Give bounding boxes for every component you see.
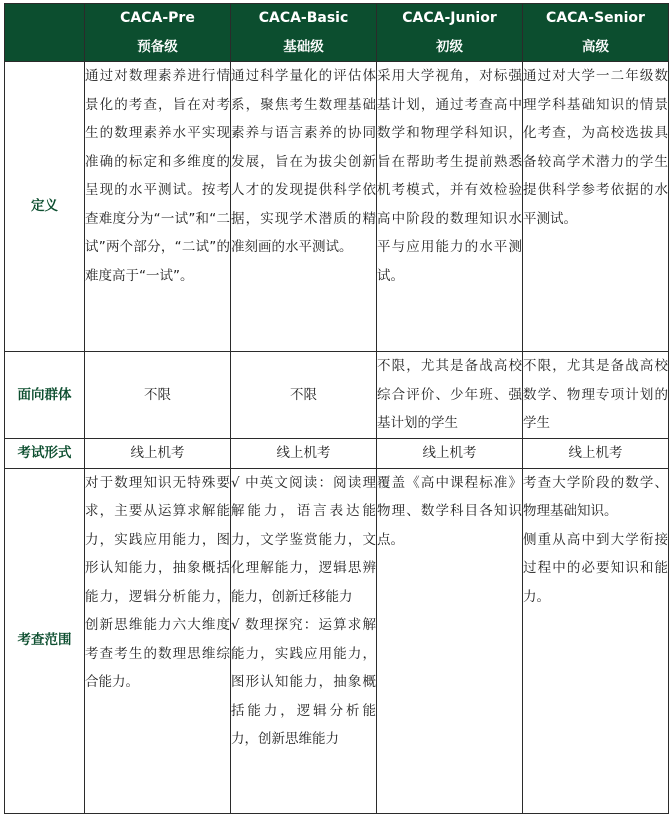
definition-row [5, 62, 669, 352]
scope-senior [523, 468, 669, 813]
header-basic [231, 4, 377, 62]
comparison-table [4, 3, 669, 814]
header-pre [85, 4, 231, 62]
scope-senior-part1: 考查大学阶段的数学、物理基础知识。 [523, 474, 668, 519]
scope-junior: 覆盖《高中课程标准》物理、数学科目各知识点。 [377, 468, 523, 813]
format-pre: 线上机考 [85, 439, 231, 469]
header-row [5, 4, 669, 62]
header-basic-en: CACA-Basic [258, 10, 349, 26]
definition-junior: 采用大学视角，对标强基计划，通过考查高中数学和物理学科知识，旨在帮助考生提前熟悉机考模式，并有效检验高中阶段的数理知识水平与应用能力的水平测试。 [377, 62, 523, 352]
audience-label: 面向群体 [5, 352, 85, 439]
header-senior-en: CACA-Senior [546, 10, 645, 26]
header-senior [523, 4, 669, 62]
scope-basic [231, 468, 377, 813]
scope-basic-reading: √ 中英文阅读：阅读理解能力，语言表达能力，文学鉴赏能力，文化理解能力，逻辑思辨能力，创新迁移能力 [231, 474, 376, 605]
audience-junior: 不限，尤其是备战高校综合评价、少年班、强基计划的学生 [377, 352, 523, 439]
header-basic-cn: 基础级 [283, 38, 324, 55]
scope-basic-math: √ 数理探究：运算求解能力，实践应用能力，图形认知能力，抽象概括能力，逻辑分析能力，创新思维能力 [231, 617, 376, 747]
definition-basic: 通过科学量化的评估体系，聚焦考生数理基础素养与语言素养的协同发展，旨在为拔尖创新人才的发现提供科学依据，实现学术潜质的精准刻画的水平测试。 [231, 62, 377, 352]
format-row [5, 439, 669, 469]
audience-senior: 不限，尤其是备战高校数学、物理专项计划的学生 [523, 352, 669, 439]
scope-pre: 对于数理知识无特殊要求，主要从运算求解能力，实践应用能力，图形认知能力，抽象概括能力，逻辑分析能力，创新思维能力六大维度考查考生的数理思维综合能力。 [85, 468, 231, 813]
scope-senior-part2: 侧重从高中到大学衔接过程中的必要知识和能力。 [523, 531, 668, 605]
definition-label: 定义 [5, 62, 85, 352]
format-label: 考试形式 [5, 439, 85, 469]
format-senior: 线上机考 [523, 439, 669, 469]
header-senior-cn: 高级 [582, 38, 609, 55]
header-pre-en: CACA-Pre [120, 10, 195, 26]
header-junior [377, 4, 523, 62]
header-junior-en: CACA-Junior [402, 10, 497, 26]
definition-senior: 通过对大学一二年级数理学科基础知识的情景化考查，为高校选拔具备较高学术潜力的学生提供科学参考依据的水平测试。 [523, 62, 669, 352]
audience-basic: 不限 [231, 352, 377, 439]
format-basic: 线上机考 [231, 439, 377, 469]
format-junior: 线上机考 [377, 439, 523, 469]
audience-pre: 不限 [85, 352, 231, 439]
scope-label: 考查范围 [5, 468, 85, 813]
audience-row [5, 352, 669, 439]
header-junior-cn: 初级 [436, 38, 463, 55]
header-corner [5, 4, 85, 62]
scope-row [5, 468, 669, 813]
header-pre-cn: 预备级 [137, 38, 178, 55]
definition-pre: 通过对数理素养进行情景化的考查，旨在对考生的数理素养水平实现准确的标定和多维度的呈现的水平测试。按考查难度分为“一试”和“二试”两个部分，“二试”的难度高于“一试”。 [85, 62, 231, 352]
